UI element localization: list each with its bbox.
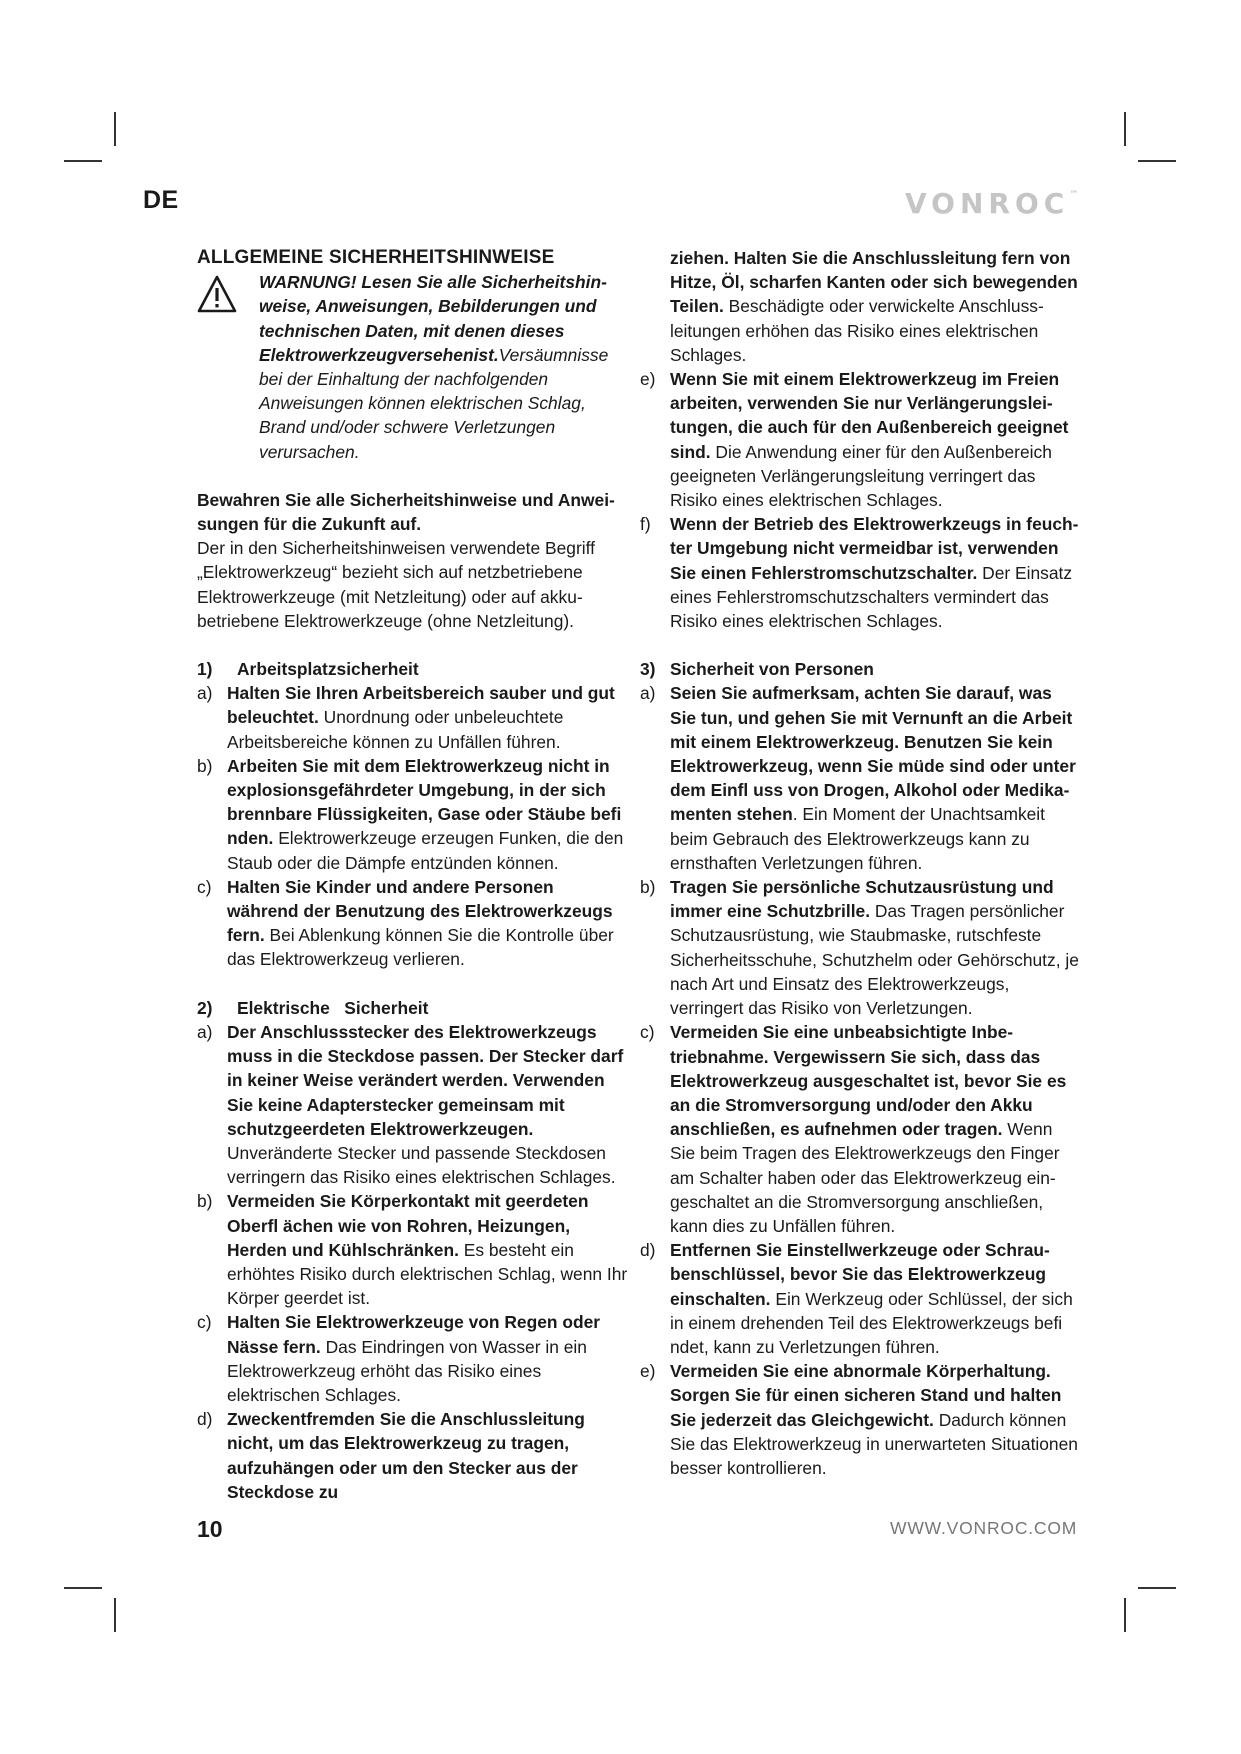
list-item: e) Vermeiden Sie eine abnormale Körperhaltung. Sorgen Sie für einen sicheren Stand und halten Sie jederzeit das Gleichgewicht. Dadurch können Sie das Elektrowerkzeug in unerwarteten Situationen besser kontrollieren. [640,1361,1078,1478]
list-item: c) Vermeiden Sie eine unbeabsichtigte Inbetriebnahme. Vergewissern Sie sich, dass das Elektrowerkzeug ausgeschaltet ist, bevor Sie es an die Stromversorgung und/oder den Akku anschließen, es aufnehmen oder tragen. Wenn Sie beim Tragen des Elektrowerkzeugs den Finger am Schalter haben oder das Elektrowerkzeug eingeschaltet an die Stromversorgung anschließen, kann dies zu Unfällen führen. [640,1022,1067,1236]
list-item: c) Halten Sie Kinder und andere Personen während der Benutzung des Elektrowerkzeugs fern. Bei Ablenkung können Sie die Kontrolle über das Elektrowerkzeug verlieren. [197,876,614,970]
list-item: a) Der Anschlussstecker des Elektrowerkzeugs muss in die Steckdose passen. Der Stecker darf in keiner Weise verändert werden. Verwenden Sie keine Adapterstecker gemeinsam mit schutzgeerdeten Elektrowerkzeugen. Unveränderte Stecker und passende Steckdosen verringern das Risiko eines elektrischen Schlages. [197,1021,624,1188]
keep-instructions: Bewahren Sie alle Sicherheitshinweise und Anweisungen für die Zukunft auf. Der in den Sicherheitshinweisen verwendete Begriff „Elektrowerkzeug“ bezieht sich auf netzbetriebene Elektrowerkzeuge (mit Netzleitung) oder auf akkubetriebene Elektrowerkzeuge (ohne Netzleitung). [197,489,615,631]
warning-text: Versäumnisse bei der Einhaltung der nachfolgenden Anweisungen können elektrischen Schlag, Brand und/oder schwere Verletzungen verursachen. [259,344,609,462]
list-item: c) Halten Sie Elektrowerkzeuge von Regen oder Nässe fern. Das Eindringen von Wasser in ein Elektrowerkzeug erhöht das Risiko eines elektrischen Schlages. [197,1312,601,1405]
list-item: b) Vermeiden Sie Körperkontakt mit geerdeten Oberfl ächen wie von Rohren, Heizungen, Herden und Kühlschränken. Es besteht ein erhöhtes Risiko durch elektrischen Schlag, wenn Ihr Körper geerdet ist. [197,1191,628,1309]
warning-block [197,270,629,464]
list-item: b) Tragen Sie persönliche Schutzausrüstung und immer eine Schutzbrille. Das Tragen persönlicher Schutzausrüstung, wie Staubmaske, rutschfeste Sicherheitsschuhe, Schutzhelm oder Gehörschutz, je nach Art und Einsatz des Elektrowerkzeugs, verringert das Risiko von Verletzungen. [640,877,1079,1019]
website-url: WWW.VONROC.COM [890,1518,1078,1538]
section-heading: 3) Sicherheit von Personen [640,659,874,680]
crop-mark [114,1598,116,1632]
list-item: b) Arbeiten Sie mit dem Elektrowerkzeug nicht in explosionsgefährdeter Umgebung, in der sich brennbare Flüssigkeiten, Gase oder Stäube befi nden. Elektrowerkzeuge erzeugen Funken, die den Staub oder die Dämpfe entzünden können. [197,755,624,873]
warning-triangle-icon [197,270,259,464]
list-item-continuation: ziehen. Halten Sie die Anschlussleitung fern von Hitze, Öl, scharfen Kanten oder sich bewegenden Teilen. Beschädigte oder verwickelte Anschlussleitungen erhöhen das Risiko eines elektrischen Schlages. [670,248,1078,365]
crop-mark [1138,160,1176,162]
page-number: 10 [197,1516,223,1542]
section-title: ALLGEMEINE SICHERHEITSHINWEISE [197,247,555,268]
crop-mark [114,112,116,146]
crop-mark [64,1587,102,1589]
right-column [640,246,1080,1480]
list-item: d) Zweckentfremden Sie die Anschlussleitung nicht, um das Elektrowerkzeug zu tragen, aufzuhängen oder um den Stecker aus der Steckdose zu [197,1409,585,1502]
list-item: f) Wenn der Betrieb des Elektrowerkzeugs in feuchter Umgebung nicht vermeidbar ist, verwenden Sie einen Fehlerstromschutzschalter. Der Einsatz eines Fehlerstromschutzschalters vermindert das Risiko eines elektrischen Schlages. [640,514,1079,632]
list-item: a) Halten Sie Ihren Arbeitsbereich sauber und gut beleuchtet. Unordnung oder unbeleuchtete Arbeitsbereiche können zu Unfällen führen. [197,683,615,752]
list-item: a) Seien Sie aufmerksam, achten Sie darauf, was Sie tun, und gehen Sie mit Vernunft an die Arbeit mit einem Elektrowerkzeug. Benutzen Sie kein Elektrowerkzeug, wenn Sie müde sind oder unter dem Einfl uss von Drogen, Alkohol oder Medikamenten stehen. Ein Moment der Unachtsamkeit beim Gebrauch des Elektrowerkzeugs kann zu ernsthaften Verletzungen führen. [640,683,1076,873]
warning-heading: WARNUNG! Lesen Sie alle Sicherheitshinweise, Anweisungen, Bebilderungen und technischen Daten, mit denen dieses Elektrowerkzeugversehenist. [259,272,607,365]
crop-mark [1124,1598,1126,1632]
list-item: e) Wenn Sie mit einem Elektrowerkzeug im Freien arbeiten, verwenden Sie nur Verlängerungsleitungen, die auch für den Außenbereich geeignet sind. Die Anwendung einer für den Außenbereich geeigneten Verlängerungsleitung verringert das Risiko eines elektrischen Schlages. [640,369,1069,511]
section-heading: 2) Elektrische Sicherheit [197,997,429,1018]
list-item: d) Entfernen Sie Einstellwerkzeuge oder Schraubenschlüssel, bevor Sie das Elektrowerkzeug einschalten. Ein Werkzeug oder Schlüssel, der sich in einem drehenden Teil des Elektrowerkzeugs befi ndet, kann zu Verletzungen führen. [640,1240,1073,1357]
crop-mark [1138,1587,1176,1589]
left-column [197,246,629,1504]
crop-mark [1124,112,1126,146]
language-code: DE [143,186,179,214]
crop-mark [64,160,102,162]
section-heading: 1) Arbeitsplatzsicherheit [197,659,419,680]
brand-logo: VONROC™ [905,187,1079,220]
